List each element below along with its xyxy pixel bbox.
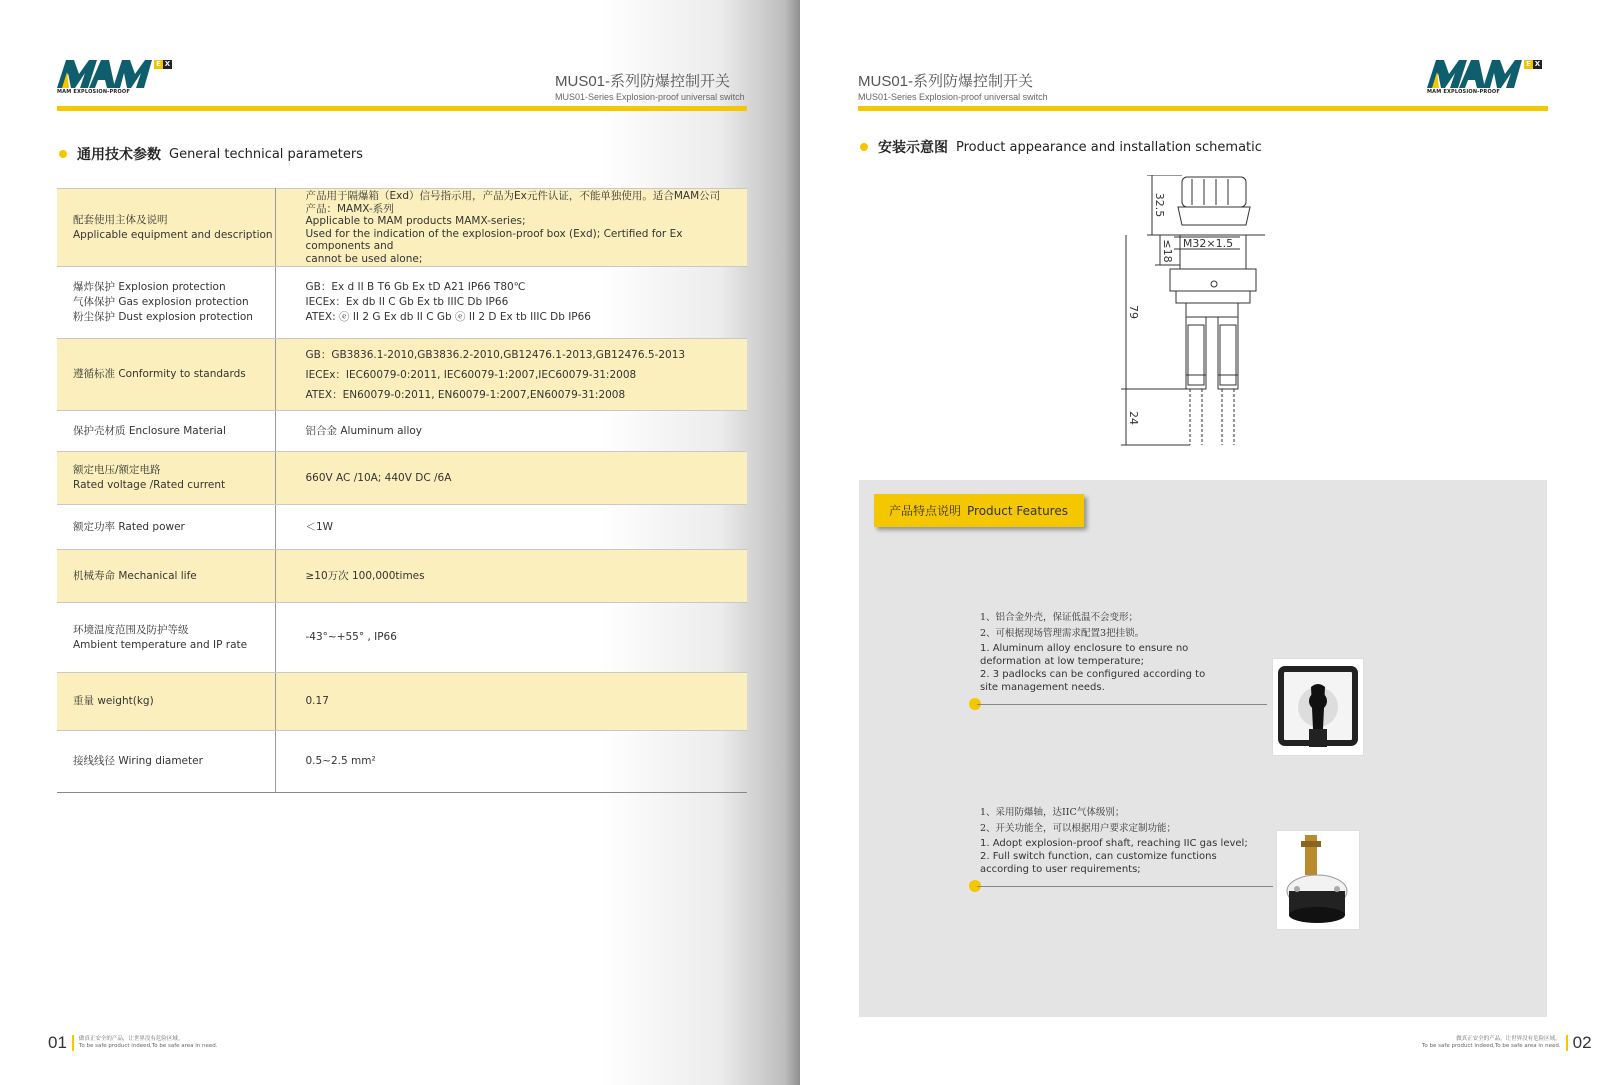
spec-value [275,603,747,673]
spec-row [57,731,747,793]
spec-row [57,550,747,603]
section-heading-schematic [860,137,1262,157]
rotary-switch-icon [1277,831,1359,929]
footer-right [1422,1033,1592,1053]
logo-subtitle: MAM EXPLOSION-PROOF [57,89,130,95]
spec-value-line: 产品：MAMX-系列 [305,202,394,215]
logo-subtitle: MAM EXPLOSION-PROOF [1427,89,1500,95]
header-title-right [858,70,1048,102]
feature-2-zh-2: 2、开关功能全，可以根据用户要求定制功能； [980,823,1177,834]
spec-label-line: 气体保护 Gas explosion protection [73,296,249,308]
spec-value-line: cannot be used alone; [305,252,423,265]
spec-label-line: 额定功率 Rated power [73,520,185,533]
feature-1-zh-2: 2、可根据现场管理需求配置3把挂锁。 [980,628,1145,639]
feature-1-image [1272,658,1364,756]
spec-label-line: 保护壳材质 Enclosure Material [73,424,226,437]
spec-label-line: 粉尘保护 Dust explosion protection [73,311,253,323]
spec-label-line: 重量 weight(kg) [73,695,154,707]
spec-row [57,673,747,731]
bullet-dot [59,150,67,158]
feature-1-en-1: 1. Aluminum alloy enclosure to ensure no [980,643,1189,654]
spec-value-line: 0.5~2.5 mm² [305,755,376,767]
dim-label-18: ≤18 [1161,239,1174,263]
spec-value-line: ATEX：EN60079-0:2011, EN60079-1:2007,EN60079-31:2008 [305,388,626,401]
ex-badge-e: E [1524,60,1533,69]
spec-value [275,411,747,452]
spec-label-line: 额定电压/额定电路 [73,464,161,476]
spec-value [275,452,747,505]
spec-value [275,505,747,550]
spec-value-line: 0.17 [305,695,329,707]
spec-label-line: 接线线径 Wiring diameter [73,755,203,767]
feature-1-en-2: deformation at low temperature; [980,656,1144,667]
spec-label [57,603,275,673]
footer-bar [72,1035,74,1051]
spec-row [57,189,747,267]
feature-2-en-3: according to user requirements; [980,864,1141,875]
ex-badge-x: X [164,60,171,68]
spec-value-line: 产品用于隔爆箱（Exd）信号指示用，产品为Ex元件认证，不能单独使用。适合MAM公司 [305,190,721,202]
header-bar [57,106,747,111]
header-title [555,70,745,102]
spec-value-line: IECEx：Ex db II C Gb Ex tb IIIC Db IP66 [305,296,509,308]
spec-value-line: IECEx：IEC60079-0:2011, IEC60079-1:2007,IEC60079-31:2008 [305,368,637,381]
spec-label [57,267,275,339]
page-number: 02 [1572,1033,1592,1052]
spec-value-line: 铝合金 Aluminum alloy [305,424,423,437]
section-title-zh: 通用技术参数 [77,147,161,163]
slogan-zh: 做真正安全的产品，让世界没有危险区域。 [1456,1036,1561,1042]
spec-value [275,339,747,411]
spec-label [57,411,275,452]
spec-value [275,189,747,267]
spec-label [57,731,275,793]
spec-label-line: Ambient temperature and IP rate [73,638,248,651]
spec-value-line: Applicable to MAM products MAMX-series; [305,215,526,227]
feature-item-2 [980,805,1250,876]
spec-value [275,267,747,339]
section-title-en: General technical parameters [169,146,363,162]
features-panel [859,480,1547,1017]
spec-label [57,550,275,603]
header-title-zh: MUS01-系列防爆控制开关 [858,73,1034,90]
spec-label-line: 爆炸保护 Explosion protection [73,281,226,293]
spec-value-line: GB：GB3836.1-2010,GB3836.2-2010,GB12476.1-2013,GB12476.5-2013 [305,348,686,361]
feature-2-zh-1: 1、采用防爆轴，达IIC气体级别； [980,807,1125,818]
spec-table [57,188,747,793]
brand-logo [57,60,172,95]
spec-label [57,673,275,731]
spec-label-line: 机械寿命 Mechanical life [73,569,197,582]
spec-value-line: GB：Ex d II B T6 Gb Ex tD A21 IP66 T80℃ [305,281,526,293]
spec-row [57,505,747,550]
spec-row [57,452,747,505]
brand-logo-right [1427,60,1542,95]
dim-label-24: 24 [1127,411,1140,425]
footer-bar [1566,1035,1568,1051]
spec-label-line: 环境温度范围及防护等级 [73,623,189,636]
feature-2-image [1276,830,1360,930]
slogan-en: To be safe product indeed,To be safe area in need. [1422,1043,1561,1049]
spec-value-line: Used for the indication of the explosion-proof box (Exd); Certified for Ex components and [305,227,683,252]
feature-1-en-3: 2. 3 padlocks can be configured according to [980,669,1206,680]
spec-row [57,339,747,411]
features-tag [874,494,1084,527]
spec-label [57,452,275,505]
padlock-switch-icon [1273,659,1363,755]
spec-value-line: -43°~+55° , IP66 [305,631,397,643]
ex-badge-x: X [1534,60,1541,68]
spec-label [57,505,275,550]
slogan-zh: 做真正安全的产品，让世界没有危险区域。 [78,1036,184,1042]
installation-drawing [1120,175,1290,460]
spec-label [57,189,275,267]
spec-label-line: Rated voltage /Rated current [73,479,226,491]
spec-row [57,603,747,673]
spec-value-line: ATEX: ⓔ II 2 G Ex db II C Gb ⓔ II 2 D Ex tb IIIC Db IP66 [305,311,591,323]
feature-2-line [977,886,1273,887]
feature-2-en-2: 2. Full switch function, can customize functions [980,851,1217,862]
features-title-en: Product Features [967,503,1068,518]
footer-left [48,1033,218,1053]
header-title-zh: MUS01-系列防爆控制开关 [555,73,731,90]
spec-label [57,339,275,411]
spec-value-line: ＜1W [305,520,334,533]
mam-logo-icon [1427,60,1522,88]
spec-value [275,673,747,731]
spec-row [57,411,747,452]
spec-label-line: Applicable equipment and description [73,228,273,241]
section-heading-specs [59,144,363,164]
spec-label-line: 配套使用主体及说明 [73,213,168,226]
spec-value [275,731,747,793]
feature-item-1 [980,610,1250,694]
feature-1-line [977,704,1267,705]
spec-value [275,550,747,603]
mam-logo-icon [57,60,152,88]
dim-label-32-5: 32.5 [1153,192,1166,218]
page-number: 01 [48,1033,67,1052]
feature-2-en-1: 1. Adopt explosion-proof shaft, reaching IIC gas level; [980,838,1248,849]
dim-label-79: 79 [1127,305,1140,319]
ex-badge-e: E [154,60,163,69]
slogan-en: To be safe product indeed,To be safe area in need. [78,1043,218,1049]
header-title-en: MUS01-Series Explosion-proof universal switch [555,92,745,102]
spec-value-line: ≥10万次 100,000times [305,569,425,582]
section-title-zh: 安装示意图 [878,140,948,156]
bullet-dot [860,143,868,151]
header-title-en: MUS01-Series Explosion-proof universal switch [858,92,1048,102]
feature-1-zh-1: 1、铝合金外壳，保证低温不会变形； [980,612,1139,623]
spec-row [57,267,747,339]
spec-value-line: 660V AC /10A; 440V DC /6A [305,471,452,484]
features-title-zh: 产品特点说明 [889,504,962,518]
section-title-en: Product appearance and installation schematic [956,139,1262,155]
spec-label-line: 遵循标准 Conformity to standards [73,368,246,380]
header-bar [858,106,1548,111]
feature-1-en-4: site management needs. [980,682,1105,693]
dim-label-thread: M32×1.5 [1182,237,1234,250]
